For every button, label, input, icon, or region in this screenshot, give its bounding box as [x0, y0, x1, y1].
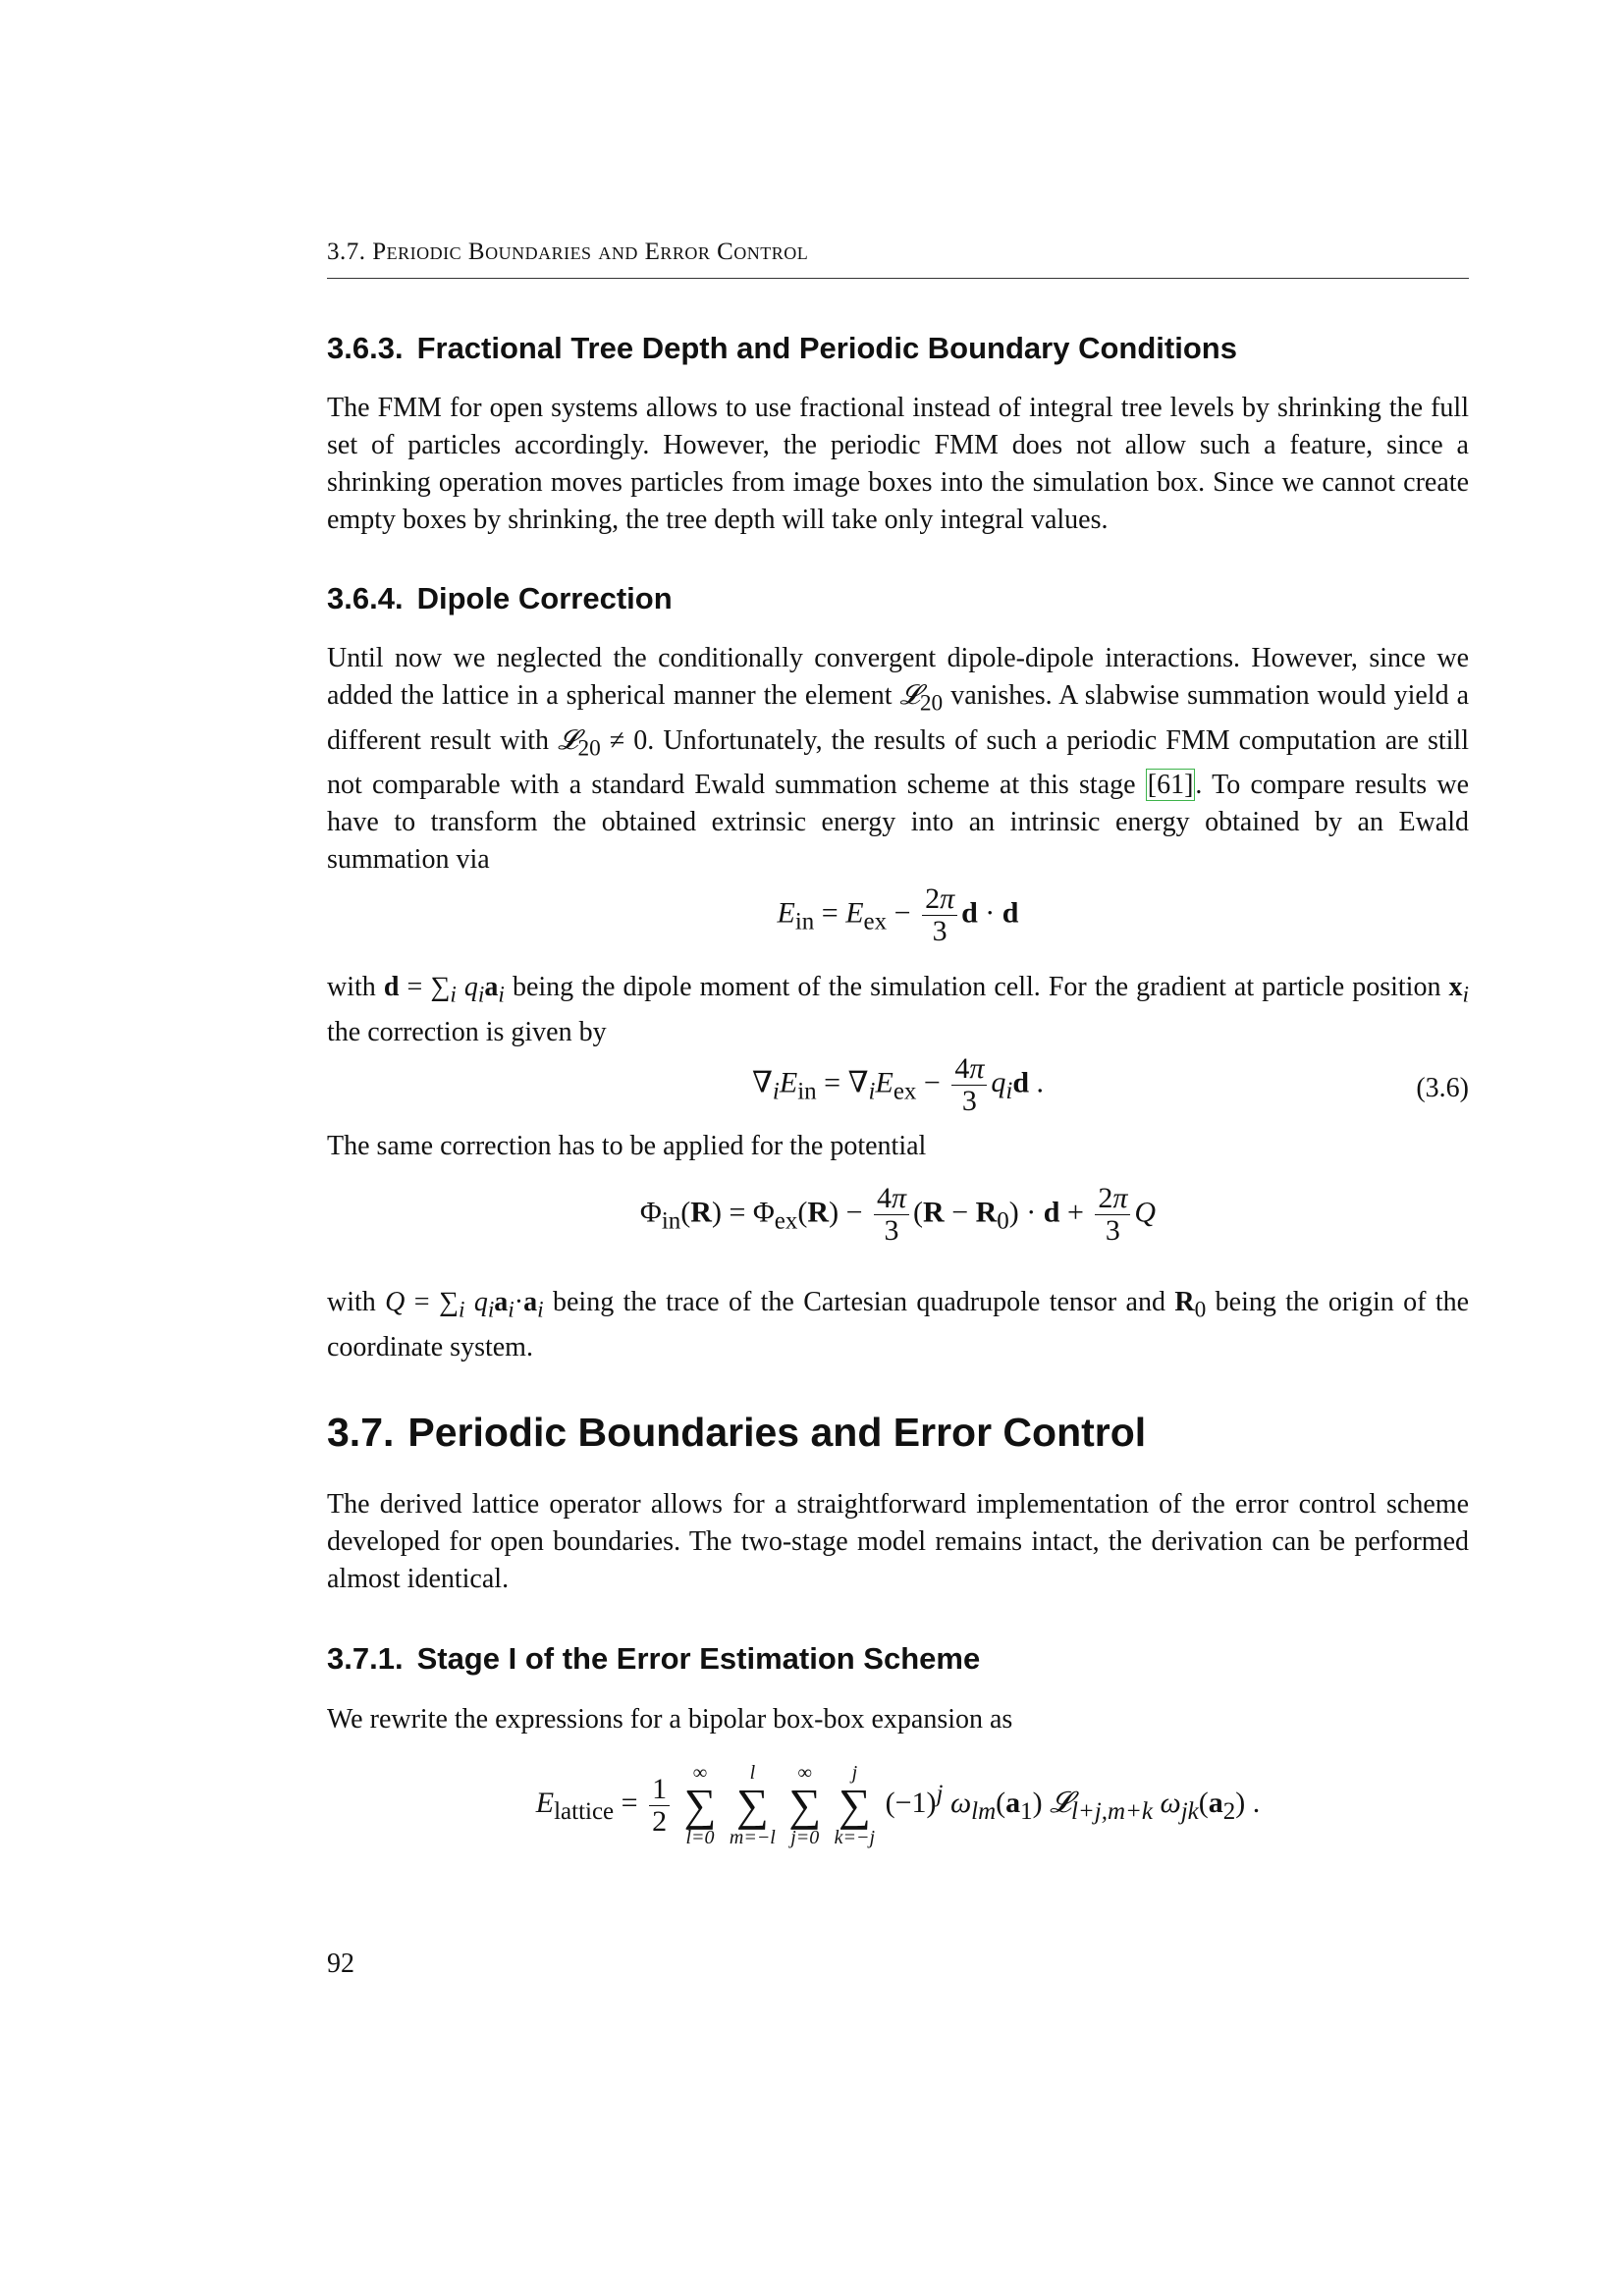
- running-header-number: 3.7.: [327, 239, 366, 265]
- section-heading-3-6-3: 3.6.3. Fractional Tree Depth and Periodic Boundary Conditions: [327, 331, 1237, 365]
- running-header-title: Periodic Boundaries and Error Control: [372, 239, 809, 265]
- paragraph-dipole-moment: with $d = \sum_i$ $q_ia_i$ being the dipole moment of the simulation cell. For the gradient at particle position $x_i$ the correction is given by: [327, 972, 1470, 1047]
- running-header: [327, 239, 1469, 279]
- paragraph-quadrupole-trace: with $Q = \sum_i$ $q_ia_i\cdot a_i$ being the trace of the Cartesian quadrupole tensor and $R_0$ being the origin of the coordinate system.: [327, 1287, 1470, 1362]
- equation-ein: $E_{in} = E_{ex}$ − $\frac{2\pi}{3}$ d · d: [777, 882, 1019, 947]
- paragraph-potential-correction: The same correction has to be applied for the potential: [327, 1131, 927, 1161]
- equation-potential: $\Phi_{in}(R) = \Phi_{ex}(R)$ − $\frac{4\pi}{3}$ $(R - R_0) \cdot d$ + $\frac{2\pi}{3}$ Q: [639, 1182, 1157, 1247]
- citation-61[interactable]: [61]: [1147, 770, 1194, 801]
- section-heading-3-7: 3.7. Periodic Boundaries and Error Control: [327, 1410, 1147, 1455]
- paragraph-fractional-tree-depth: The FMM for open systems allows to use fractional instead of integral tree levels by shrinking the full set of particles accordingly. However, the periodic FMM does not allow such a feature, since a shrinking operation moves particles from image boxes into the simulation box. Since we cannot create empty boxes by shrinking, the tree depth will take only integral values.: [327, 393, 1469, 535]
- equation-gradient: $\nabla_iE_{in} = \nabla_iE_{ex}$ − $\frac{4\pi}{3}$ $q_id$ . (3.6): [751, 1052, 1469, 1117]
- page-number: 92: [327, 1949, 354, 1979]
- section-heading-3-7-1: 3.7.1. Stage I of the Error Estimation Scheme: [327, 1641, 981, 1676]
- paragraph-dipole-correction: Until now we neglected the conditionally convergent dipole-dipole interactions. However, since we added the lattice in a spherical manner the element 𝓛$_{20}$ vanishes. A slabwise summation would yield a different result with 𝓛$_{20}$ ≠ 0. Unfortunately, the results of such a periodic FMM computation are still not comparable with a standard Ewald summation scheme at this stage [61]. To compare results we have to transform the obtained extrinsic energy into an intrinsic energy obtained by an Ewald summation via: [327, 643, 1470, 876]
- equation-lattice-energy: $E_{lattice}$ = $\frac{1}{2}$ ∞ ∑ l=0 l ∑ m=−l ∞ ∑ j=0 j ∑ k=−j $(-1)^j$ $\omega_{lm}(a_1)$ 𝓛$_{l+j,m+k}$ $\omega_{jk}(a_2)$ .: [535, 1762, 1261, 1848]
- paragraph-bipolar-expansion: We rewrite the expressions for a bipolar box-box expansion as: [327, 1704, 1013, 1735]
- paragraph-lattice-operator: The derived lattice operator allows for a straightforward implementation of the error control scheme developed for open boundaries. The two-stage model remains intact, the derivation can be performed almost identical.: [327, 1489, 1469, 1594]
- section-heading-3-6-4: 3.6.4. Dipole Correction: [327, 581, 673, 615]
- equation-number-3-6: (3.6): [1416, 1073, 1469, 1103]
